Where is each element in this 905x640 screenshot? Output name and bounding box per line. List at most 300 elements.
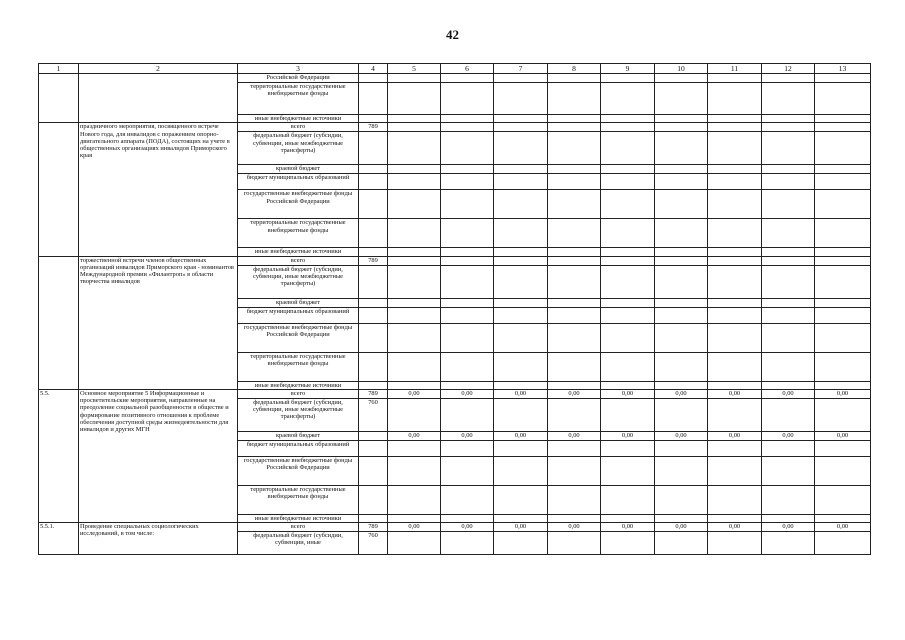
budget-code: 789 bbox=[359, 256, 388, 265]
value-cell bbox=[494, 307, 548, 323]
value-cell bbox=[441, 83, 494, 115]
funding-source: федеральный бюджет (субсидии, субвенции, иные межбюджетные трансферты) bbox=[238, 132, 359, 165]
value-cell bbox=[548, 440, 601, 456]
value-cell bbox=[708, 123, 762, 132]
budget-code bbox=[359, 352, 388, 381]
value-cell bbox=[388, 456, 441, 485]
value-cell: 0,00 bbox=[441, 431, 494, 440]
value-cell bbox=[601, 456, 655, 485]
value-cell bbox=[655, 298, 708, 307]
value-cell bbox=[762, 74, 815, 83]
value-cell: 0,00 bbox=[494, 431, 548, 440]
value-cell bbox=[815, 440, 871, 456]
value-cell bbox=[494, 219, 548, 248]
header-row bbox=[39, 64, 871, 74]
value-cell bbox=[548, 323, 601, 352]
value-cell bbox=[762, 219, 815, 248]
value-cell bbox=[655, 398, 708, 431]
value-cell bbox=[655, 174, 708, 190]
funding-source: государственные внебюджетные фонды Российской Федерации bbox=[238, 190, 359, 219]
value-cell: 0,00 bbox=[708, 431, 762, 440]
value-cell bbox=[388, 307, 441, 323]
value-cell bbox=[548, 190, 601, 219]
value-cell bbox=[815, 74, 871, 83]
value-cell bbox=[548, 219, 601, 248]
value-cell bbox=[494, 298, 548, 307]
value-cell bbox=[708, 219, 762, 248]
value-cell bbox=[762, 381, 815, 389]
value-cell bbox=[708, 132, 762, 165]
item-index bbox=[39, 256, 79, 389]
budget-code: 789 bbox=[359, 389, 388, 398]
value-cell bbox=[815, 190, 871, 219]
value-cell bbox=[388, 352, 441, 381]
value-cell: 0,00 bbox=[548, 523, 601, 532]
funding-source: бюджет муниципальных образований bbox=[238, 174, 359, 190]
budget-code bbox=[359, 74, 388, 83]
value-cell bbox=[655, 381, 708, 389]
value-cell bbox=[388, 132, 441, 165]
budget-code bbox=[359, 381, 388, 389]
value-cell bbox=[655, 307, 708, 323]
value-cell bbox=[762, 115, 815, 123]
funding-source: краевой бюджет bbox=[238, 165, 359, 174]
item-index bbox=[39, 123, 79, 256]
value-cell bbox=[815, 174, 871, 190]
value-cell: 0,00 bbox=[388, 523, 441, 532]
funding-source: иные внебюджетные источники bbox=[238, 248, 359, 256]
value-cell bbox=[708, 440, 762, 456]
value-cell bbox=[655, 248, 708, 256]
value-cell bbox=[708, 398, 762, 431]
value-cell bbox=[494, 352, 548, 381]
item-name: торжественной встречи членов общественных организаций инвалидов Приморского края - номинантов Международной премии «Филантроп» в области творчества инвалидов bbox=[79, 256, 238, 389]
item-name: праздничного мероприятия, посвященного встрече Нового года, для инвалидов с поражением опорно-двигательного аппарата (ПОДА), состоящих на учете в общественных организациях инвалидов Приморского края bbox=[79, 123, 238, 256]
value-cell bbox=[441, 456, 494, 485]
value-cell bbox=[548, 115, 601, 123]
table-row bbox=[39, 523, 871, 532]
value-cell bbox=[548, 83, 601, 115]
funding-source: иные внебюджетные источники bbox=[238, 514, 359, 522]
value-cell: 0,00 bbox=[494, 389, 548, 398]
value-cell: 0,00 bbox=[708, 389, 762, 398]
page-number: 42 bbox=[446, 27, 459, 42]
header-cell: 12 bbox=[762, 64, 815, 74]
value-cell bbox=[548, 265, 601, 298]
funding-source: федеральный бюджет (субсидии, субвенции, иные bbox=[238, 532, 359, 555]
header-cell: 13 bbox=[815, 64, 871, 74]
value-cell bbox=[601, 298, 655, 307]
value-cell bbox=[441, 352, 494, 381]
header-cell: 8 bbox=[548, 64, 601, 74]
funding-source: бюджет муниципальных образований bbox=[238, 440, 359, 456]
value-cell bbox=[494, 440, 548, 456]
funding-source: всего bbox=[238, 123, 359, 132]
value-cell bbox=[762, 456, 815, 485]
value-cell bbox=[762, 485, 815, 514]
value-cell bbox=[388, 514, 441, 522]
value-cell bbox=[762, 132, 815, 165]
value-cell bbox=[388, 83, 441, 115]
value-cell bbox=[601, 485, 655, 514]
value-cell bbox=[708, 298, 762, 307]
value-cell bbox=[655, 323, 708, 352]
value-cell bbox=[388, 256, 441, 265]
value-cell bbox=[441, 307, 494, 323]
header-cell: 6 bbox=[441, 64, 494, 74]
value-cell bbox=[601, 174, 655, 190]
value-cell bbox=[762, 298, 815, 307]
value-cell bbox=[494, 323, 548, 352]
value-cell bbox=[601, 323, 655, 352]
value-cell bbox=[601, 352, 655, 381]
funding-source: территориальные государственные внебюджетные фонды bbox=[238, 219, 359, 248]
header-cell: 1 bbox=[39, 64, 79, 74]
funding-source: краевой бюджет bbox=[238, 431, 359, 440]
value-cell bbox=[762, 323, 815, 352]
budget-code bbox=[359, 440, 388, 456]
value-cell bbox=[815, 115, 871, 123]
value-cell bbox=[762, 398, 815, 431]
value-cell bbox=[601, 256, 655, 265]
value-cell bbox=[441, 298, 494, 307]
budget-code bbox=[359, 248, 388, 256]
value-cell bbox=[655, 115, 708, 123]
value-cell bbox=[494, 398, 548, 431]
value-cell bbox=[815, 165, 871, 174]
value-cell bbox=[548, 165, 601, 174]
value-cell bbox=[441, 323, 494, 352]
funding-source: территориальные государственные внебюджетные фонды bbox=[238, 352, 359, 381]
value-cell bbox=[815, 398, 871, 431]
value-cell bbox=[655, 265, 708, 298]
value-cell bbox=[655, 485, 708, 514]
value-cell bbox=[548, 74, 601, 83]
value-cell bbox=[815, 256, 871, 265]
value-cell bbox=[762, 265, 815, 298]
value-cell bbox=[388, 174, 441, 190]
value-cell bbox=[388, 248, 441, 256]
value-cell bbox=[494, 190, 548, 219]
value-cell bbox=[548, 352, 601, 381]
value-cell: 0,00 bbox=[441, 523, 494, 532]
funding-source: территориальные государственные внебюджетные фонды bbox=[238, 485, 359, 514]
value-cell bbox=[655, 123, 708, 132]
value-cell bbox=[601, 115, 655, 123]
value-cell bbox=[601, 514, 655, 522]
value-cell bbox=[762, 165, 815, 174]
value-cell bbox=[601, 307, 655, 323]
value-cell bbox=[815, 132, 871, 165]
value-cell bbox=[441, 440, 494, 456]
budget-code bbox=[359, 165, 388, 174]
funding-source: территориальные государственные внебюджетные фонды bbox=[238, 83, 359, 115]
value-cell: 0,00 bbox=[441, 389, 494, 398]
budget-code bbox=[359, 219, 388, 248]
value-cell bbox=[708, 174, 762, 190]
value-cell bbox=[815, 514, 871, 522]
value-cell bbox=[601, 74, 655, 83]
value-cell bbox=[708, 485, 762, 514]
value-cell bbox=[655, 440, 708, 456]
header-cell: 11 bbox=[708, 64, 762, 74]
header-cell: 10 bbox=[655, 64, 708, 74]
value-cell bbox=[708, 74, 762, 83]
value-cell: 0,00 bbox=[655, 523, 708, 532]
value-cell bbox=[548, 256, 601, 265]
header-cell: 3 bbox=[238, 64, 359, 74]
budget-code bbox=[359, 190, 388, 219]
value-cell: 0,00 bbox=[708, 523, 762, 532]
value-cell bbox=[762, 190, 815, 219]
value-cell bbox=[388, 485, 441, 514]
budget-code bbox=[359, 298, 388, 307]
value-cell bbox=[441, 265, 494, 298]
value-cell bbox=[441, 74, 494, 83]
value-cell bbox=[548, 123, 601, 132]
value-cell bbox=[708, 115, 762, 123]
value-cell bbox=[548, 132, 601, 165]
value-cell bbox=[708, 83, 762, 115]
value-cell bbox=[441, 132, 494, 165]
value-cell bbox=[815, 248, 871, 256]
value-cell bbox=[762, 440, 815, 456]
value-cell bbox=[494, 248, 548, 256]
item-index: 5.5.1. bbox=[39, 523, 79, 555]
value-cell: 0,00 bbox=[815, 389, 871, 398]
item-name bbox=[79, 74, 238, 123]
value-cell bbox=[388, 298, 441, 307]
value-cell bbox=[548, 485, 601, 514]
value-cell bbox=[441, 248, 494, 256]
value-cell bbox=[762, 256, 815, 265]
value-cell bbox=[548, 381, 601, 389]
item-name: Проведение специальных социологических исследований, в том числе: bbox=[79, 523, 238, 555]
budget-code: 760 bbox=[359, 398, 388, 431]
funding-source: всего bbox=[238, 389, 359, 398]
value-cell bbox=[655, 83, 708, 115]
funding-source: государственные внебюджетные фонды Российской Федерации bbox=[238, 323, 359, 352]
value-cell bbox=[708, 265, 762, 298]
value-cell bbox=[388, 398, 441, 431]
value-cell bbox=[441, 115, 494, 123]
value-cell bbox=[762, 174, 815, 190]
budget-code bbox=[359, 115, 388, 123]
value-cell bbox=[494, 83, 548, 115]
value-cell bbox=[441, 174, 494, 190]
value-cell bbox=[762, 248, 815, 256]
value-cell bbox=[441, 190, 494, 219]
value-cell bbox=[655, 132, 708, 165]
value-cell bbox=[441, 219, 494, 248]
value-cell bbox=[708, 514, 762, 522]
item-index: 5.5. bbox=[39, 389, 79, 522]
value-cell bbox=[388, 532, 441, 555]
value-cell bbox=[494, 256, 548, 265]
funding-source: иные внебюджетные источники bbox=[238, 381, 359, 389]
value-cell bbox=[494, 265, 548, 298]
value-cell bbox=[815, 352, 871, 381]
value-cell bbox=[601, 381, 655, 389]
table-row bbox=[39, 389, 871, 398]
funding-source: бюджет муниципальных образований bbox=[238, 307, 359, 323]
value-cell bbox=[815, 265, 871, 298]
budget-code bbox=[359, 307, 388, 323]
budget-code bbox=[359, 323, 388, 352]
value-cell bbox=[441, 398, 494, 431]
value-cell bbox=[494, 174, 548, 190]
value-cell bbox=[494, 74, 548, 83]
value-cell bbox=[548, 174, 601, 190]
item-index bbox=[39, 74, 79, 123]
value-cell bbox=[601, 123, 655, 132]
value-cell bbox=[708, 256, 762, 265]
value-cell bbox=[388, 74, 441, 83]
value-cell bbox=[388, 190, 441, 219]
header-cell: 2 bbox=[79, 64, 238, 74]
budget-code bbox=[359, 485, 388, 514]
value-cell bbox=[388, 165, 441, 174]
value-cell bbox=[655, 256, 708, 265]
budget-code bbox=[359, 265, 388, 298]
value-cell bbox=[815, 323, 871, 352]
value-cell bbox=[762, 83, 815, 115]
value-cell bbox=[708, 532, 762, 555]
value-cell bbox=[815, 83, 871, 115]
value-cell: 0,00 bbox=[388, 389, 441, 398]
value-cell bbox=[708, 165, 762, 174]
value-cell bbox=[815, 381, 871, 389]
value-cell bbox=[441, 123, 494, 132]
value-cell bbox=[708, 190, 762, 219]
header-cell: 4 bbox=[359, 64, 388, 74]
value-cell bbox=[388, 323, 441, 352]
budget-code bbox=[359, 456, 388, 485]
budget-code bbox=[359, 132, 388, 165]
value-cell bbox=[441, 532, 494, 555]
value-cell bbox=[441, 381, 494, 389]
value-cell bbox=[494, 165, 548, 174]
funding-source: иные внебюджетные источники bbox=[238, 115, 359, 123]
budget-code bbox=[359, 83, 388, 115]
value-cell: 0,00 bbox=[655, 389, 708, 398]
value-cell bbox=[815, 456, 871, 485]
value-cell bbox=[601, 398, 655, 431]
funding-source: краевой бюджет bbox=[238, 298, 359, 307]
value-cell bbox=[388, 123, 441, 132]
value-cell bbox=[601, 190, 655, 219]
budget-code bbox=[359, 514, 388, 522]
value-cell bbox=[655, 219, 708, 248]
value-cell: 0,00 bbox=[601, 523, 655, 532]
value-cell bbox=[494, 381, 548, 389]
value-cell: 0,00 bbox=[601, 431, 655, 440]
value-cell bbox=[655, 514, 708, 522]
value-cell bbox=[815, 219, 871, 248]
value-cell bbox=[441, 485, 494, 514]
funding-source: Российской Федерации bbox=[238, 74, 359, 83]
value-cell bbox=[708, 248, 762, 256]
header-cell: 9 bbox=[601, 64, 655, 74]
value-cell bbox=[494, 123, 548, 132]
value-cell bbox=[388, 381, 441, 389]
value-cell: 0,00 bbox=[762, 389, 815, 398]
value-cell bbox=[548, 398, 601, 431]
value-cell bbox=[815, 485, 871, 514]
table-row bbox=[39, 123, 871, 132]
value-cell bbox=[548, 307, 601, 323]
funding-source: федеральный бюджет (субсидии, субвенции, иные межбюджетные трансферты) bbox=[238, 398, 359, 431]
value-cell bbox=[601, 132, 655, 165]
value-cell bbox=[388, 115, 441, 123]
budget-table bbox=[38, 63, 871, 555]
value-cell bbox=[441, 514, 494, 522]
funding-source: государственные внебюджетные фонды Российской Федерации bbox=[238, 456, 359, 485]
value-cell: 0,00 bbox=[762, 523, 815, 532]
value-cell bbox=[601, 165, 655, 174]
value-cell bbox=[655, 532, 708, 555]
value-cell bbox=[494, 485, 548, 514]
value-cell bbox=[762, 532, 815, 555]
value-cell bbox=[548, 298, 601, 307]
value-cell bbox=[708, 456, 762, 485]
value-cell bbox=[494, 514, 548, 522]
value-cell bbox=[441, 165, 494, 174]
table-row bbox=[39, 256, 871, 265]
value-cell: 0,00 bbox=[494, 523, 548, 532]
value-cell bbox=[815, 532, 871, 555]
value-cell bbox=[762, 352, 815, 381]
value-cell bbox=[494, 132, 548, 165]
value-cell bbox=[548, 248, 601, 256]
item-name: Основное мероприятие 5 Информационные и просветительские мероприятия, направленные на преодоление социальной разобщенности в обществе и формирование позитивного отношения к проблеме обеспечения доступной среды жизнедеятельности для инвалидов и других МГН bbox=[79, 389, 238, 522]
budget-code: 760 bbox=[359, 532, 388, 555]
value-cell bbox=[708, 352, 762, 381]
value-cell bbox=[762, 123, 815, 132]
budget-code: 789 bbox=[359, 523, 388, 532]
value-cell bbox=[655, 190, 708, 219]
value-cell bbox=[815, 298, 871, 307]
value-cell bbox=[601, 265, 655, 298]
funding-source: всего bbox=[238, 523, 359, 532]
budget-code bbox=[359, 174, 388, 190]
value-cell bbox=[548, 514, 601, 522]
value-cell bbox=[494, 532, 548, 555]
value-cell bbox=[388, 265, 441, 298]
value-cell: 0,00 bbox=[655, 431, 708, 440]
budget-code bbox=[359, 431, 388, 440]
value-cell bbox=[815, 123, 871, 132]
value-cell: 0,00 bbox=[548, 389, 601, 398]
value-cell bbox=[655, 456, 708, 485]
funding-source: федеральный бюджет (субсидии, субвенции, иные межбюджетные трансферты) bbox=[238, 265, 359, 298]
value-cell: 0,00 bbox=[548, 431, 601, 440]
value-cell: 0,00 bbox=[815, 431, 871, 440]
budget-code: 789 bbox=[359, 123, 388, 132]
value-cell: 0,00 bbox=[601, 389, 655, 398]
value-cell bbox=[708, 323, 762, 352]
value-cell bbox=[708, 307, 762, 323]
value-cell bbox=[548, 532, 601, 555]
value-cell bbox=[601, 440, 655, 456]
header-cell: 7 bbox=[494, 64, 548, 74]
value-cell bbox=[655, 74, 708, 83]
value-cell bbox=[655, 352, 708, 381]
value-cell bbox=[601, 532, 655, 555]
table-row bbox=[39, 74, 871, 83]
value-cell bbox=[708, 381, 762, 389]
header-cell: 5 bbox=[388, 64, 441, 74]
